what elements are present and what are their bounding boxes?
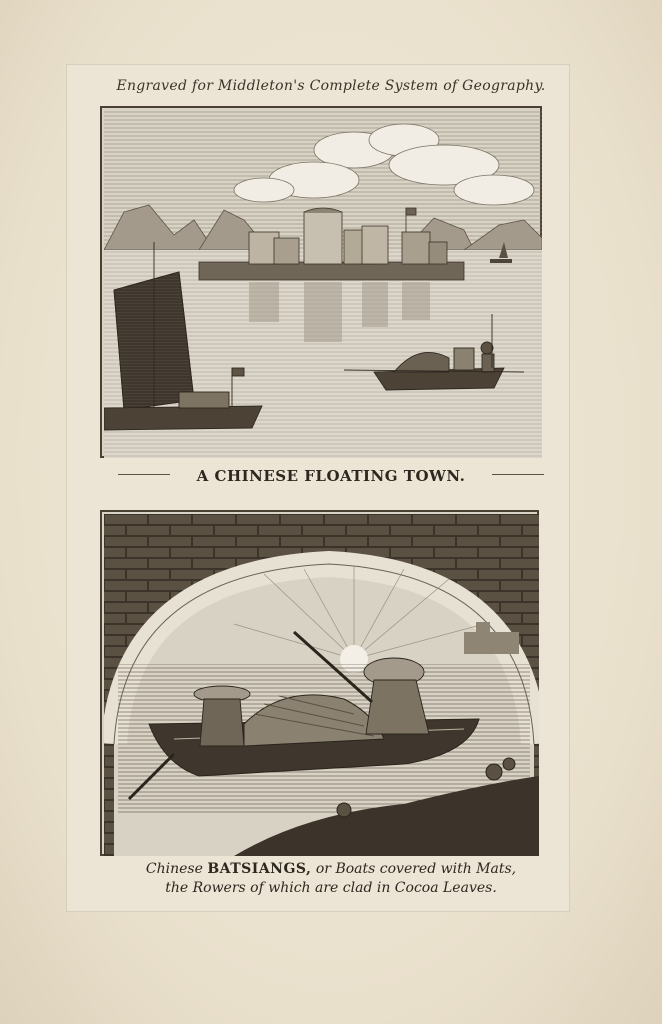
caption-line-1 (0, 861, 662, 877)
engraving-floating-town (100, 106, 542, 458)
caption-word-chinese: Chinese (145, 861, 203, 877)
floating-town-illustration (104, 110, 542, 458)
rower-left (194, 686, 250, 746)
engraving-batsiangs (100, 510, 539, 856)
caption-line-2: the Rowers of which are clad in Cocoa Leaves. (165, 880, 497, 896)
caption-word-batsiangs: BATSIANGS, (207, 861, 312, 877)
caption-boats-text: or Boats covered with Mats, (315, 861, 517, 877)
batsiangs-illustration (104, 514, 539, 856)
plate-title: A CHINESE FLOATING TOWN. (196, 467, 466, 485)
engraved-header: Engraved for Middleton's Complete System of Geography. (116, 78, 546, 94)
